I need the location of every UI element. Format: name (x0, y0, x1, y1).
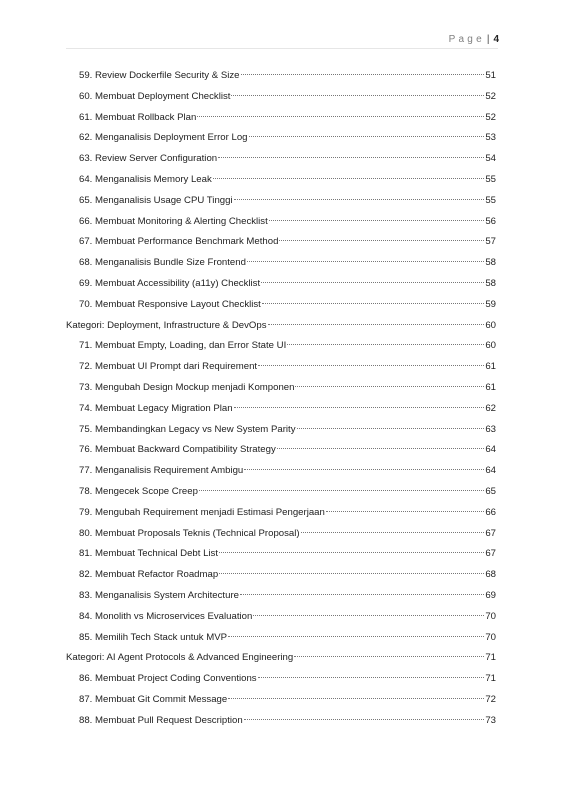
dot-leader (234, 199, 485, 200)
toc-entry-row[interactable] (66, 420, 496, 441)
toc-title: 62. Menganalisis Deployment Error Log (79, 132, 248, 144)
toc-entry-row[interactable] (66, 607, 496, 628)
dot-leader (287, 344, 484, 345)
dot-leader (213, 178, 485, 179)
toc-entry-row[interactable] (66, 524, 496, 545)
toc-title: 82. Membuat Refactor Roadmap (79, 569, 219, 581)
toc-title: 64. Menganalisis Memory Leak (79, 173, 212, 185)
toc-entry-row[interactable] (66, 232, 496, 253)
toc-entry-row[interactable] (66, 690, 496, 711)
dot-leader (231, 95, 484, 96)
toc-page-number: 62 (485, 402, 496, 414)
toc-page-number: 64 (485, 444, 496, 456)
toc-title: 73. Mengubah Design Mockup menjadi Komponen (79, 381, 295, 393)
toc-entry-row[interactable] (66, 711, 496, 732)
toc-page-number: 58 (485, 257, 496, 269)
toc-entry-row[interactable] (66, 87, 496, 108)
toc-page-number: 52 (485, 90, 496, 102)
toc-page-number: 60 (485, 340, 496, 352)
toc-entry-row[interactable] (66, 544, 496, 565)
toc-entry-row[interactable] (66, 295, 496, 316)
toc-title: 74. Membuat Legacy Migration Plan (79, 402, 233, 414)
toc-title: 88. Membuat Pull Request Description (79, 714, 243, 726)
toc-entry-row[interactable] (66, 586, 496, 607)
toc-title: 60. Membuat Deployment Checklist (79, 90, 231, 102)
dot-leader (228, 636, 484, 637)
dot-leader (247, 261, 484, 262)
toc-title: 72. Membuat UI Prompt dari Requirement (79, 361, 258, 373)
dot-leader (268, 324, 485, 325)
toc-entry-row[interactable] (66, 149, 496, 170)
toc-title: 76. Membuat Backward Compatibility Strategy (79, 444, 276, 456)
header-rule (66, 48, 498, 49)
toc-entry-row[interactable] (66, 440, 496, 461)
toc-page-number: 63 (485, 423, 496, 435)
toc-title: 85. Memilih Tech Stack untuk MVP (79, 631, 228, 643)
toc-entry-row[interactable] (66, 482, 496, 503)
dot-leader (244, 469, 484, 470)
toc-entry-row[interactable] (66, 66, 496, 87)
toc-title: 81. Membuat Technical Debt List (79, 548, 219, 560)
dot-leader (197, 116, 484, 117)
toc-category-row[interactable] (66, 648, 496, 669)
toc-page-number: 59 (485, 298, 496, 310)
dot-leader (219, 552, 484, 553)
toc-title: 75. Membandingkan Legacy vs New System Parity (79, 423, 296, 435)
toc-page-number: 71 (485, 673, 496, 685)
toc-entry-row[interactable] (66, 461, 496, 482)
toc-page-number: 56 (485, 215, 496, 227)
dot-leader (253, 615, 484, 616)
toc-page-number: 51 (485, 70, 496, 81)
page-header (449, 34, 499, 45)
toc-title: 66. Membuat Monitoring & Alerting Checklist (79, 215, 268, 227)
toc-title: 77. Menganalisis Requirement Ambigu (79, 465, 244, 477)
dot-leader (277, 448, 485, 449)
toc-title: 59. Review Dockerfile Security & Size (79, 70, 240, 81)
dot-leader (279, 240, 484, 241)
dot-leader (228, 698, 484, 699)
dot-leader (199, 490, 484, 491)
toc-title: Kategori: AI Agent Protocols & Advanced Engineering (66, 652, 294, 664)
toc-page-number: 54 (485, 153, 496, 165)
dot-leader (262, 303, 484, 304)
toc-page-number: 55 (485, 173, 496, 185)
toc-page-number: 65 (485, 485, 496, 497)
toc-category-row[interactable] (66, 316, 496, 337)
dot-leader (219, 573, 484, 574)
toc-page-number: 58 (485, 277, 496, 289)
toc-page-number: 57 (485, 236, 496, 248)
toc-entry-row[interactable] (66, 378, 496, 399)
toc-page-number: 70 (485, 631, 496, 643)
page-separator: | (486, 34, 490, 45)
dot-leader (326, 511, 484, 512)
table-of-contents (66, 66, 496, 732)
dot-leader (244, 719, 485, 720)
toc-page-number: 53 (485, 132, 496, 144)
toc-page-number: 68 (485, 569, 496, 581)
dot-leader (218, 157, 484, 158)
toc-page-number: 64 (485, 465, 496, 477)
toc-title: Kategori: Deployment, Infrastructure & DevOps (66, 319, 267, 331)
toc-entry-row[interactable] (66, 565, 496, 586)
dot-leader (269, 220, 485, 221)
toc-page-number: 71 (485, 652, 496, 664)
toc-entry-row[interactable] (66, 108, 496, 129)
toc-page-number: 70 (485, 610, 496, 622)
dot-leader (258, 677, 485, 678)
toc-entry-row[interactable] (66, 503, 496, 524)
toc-entry-row[interactable] (66, 212, 496, 233)
toc-title: 87. Membuat Git Commit Message (79, 693, 228, 705)
toc-page-number: 67 (485, 548, 496, 560)
toc-page-number: 72 (485, 693, 496, 705)
toc-title: 78. Mengecek Scope Creep (79, 485, 198, 497)
toc-entry-row[interactable] (66, 128, 496, 149)
toc-title: 61. Membuat Rollback Plan (79, 111, 197, 123)
toc-page-number: 66 (485, 506, 496, 518)
toc-title: 83. Menganalisis System Architecture (79, 589, 239, 601)
dot-leader (234, 407, 485, 408)
toc-entry-row[interactable] (66, 253, 496, 274)
toc-entry-row[interactable] (66, 274, 496, 295)
page-number: 4 (493, 34, 499, 45)
toc-title: 67. Membuat Performance Benchmark Method (79, 236, 279, 248)
toc-title: 84. Monolith vs Microservices Evaluation (79, 610, 253, 622)
toc-page-number: 67 (485, 527, 496, 539)
toc-page-number: 61 (485, 361, 496, 373)
dot-leader (241, 74, 485, 75)
dot-leader (240, 594, 484, 595)
toc-page-number: 52 (485, 111, 496, 123)
toc-entry-row[interactable] (66, 669, 496, 690)
toc-entry-row[interactable] (66, 191, 496, 212)
dot-leader (295, 386, 484, 387)
toc-title: 79. Mengubah Requirement menjadi Estimasi Pengerjaan (79, 506, 325, 518)
toc-title: 65. Menganalisis Usage CPU Tinggi (79, 194, 233, 206)
toc-title: 71. Membuat Empty, Loading, dan Error State UI (79, 340, 287, 352)
toc-title: 86. Membuat Project Coding Conventions (79, 673, 257, 685)
toc-page-number: 55 (485, 194, 496, 206)
dot-leader (261, 282, 484, 283)
toc-entry-row[interactable] (66, 336, 496, 357)
toc-page-number: 73 (485, 714, 496, 726)
dot-leader (294, 656, 484, 657)
dot-leader (301, 532, 485, 533)
toc-title: 63. Review Server Configuration (79, 153, 218, 165)
toc-page-number: 61 (485, 381, 496, 393)
toc-entry-row[interactable] (66, 399, 496, 420)
toc-entry-row[interactable] (66, 628, 496, 649)
toc-title: 68. Menganalisis Bundle Size Frontend (79, 257, 246, 269)
page-word: Page (448, 34, 485, 45)
dot-leader (297, 428, 485, 429)
toc-entry-row[interactable] (66, 170, 496, 191)
toc-page-number: 69 (485, 589, 496, 601)
toc-title: 70. Membuat Responsive Layout Checklist (79, 298, 261, 310)
dot-leader (249, 136, 485, 137)
toc-entry-row[interactable] (66, 357, 496, 378)
dot-leader (258, 365, 484, 366)
toc-title: 80. Membuat Proposals Teknis (Technical Proposal) (79, 527, 300, 539)
toc-title: 69. Membuat Accessibility (a11y) Checklist (79, 277, 261, 289)
toc-page-number: 60 (485, 319, 496, 331)
